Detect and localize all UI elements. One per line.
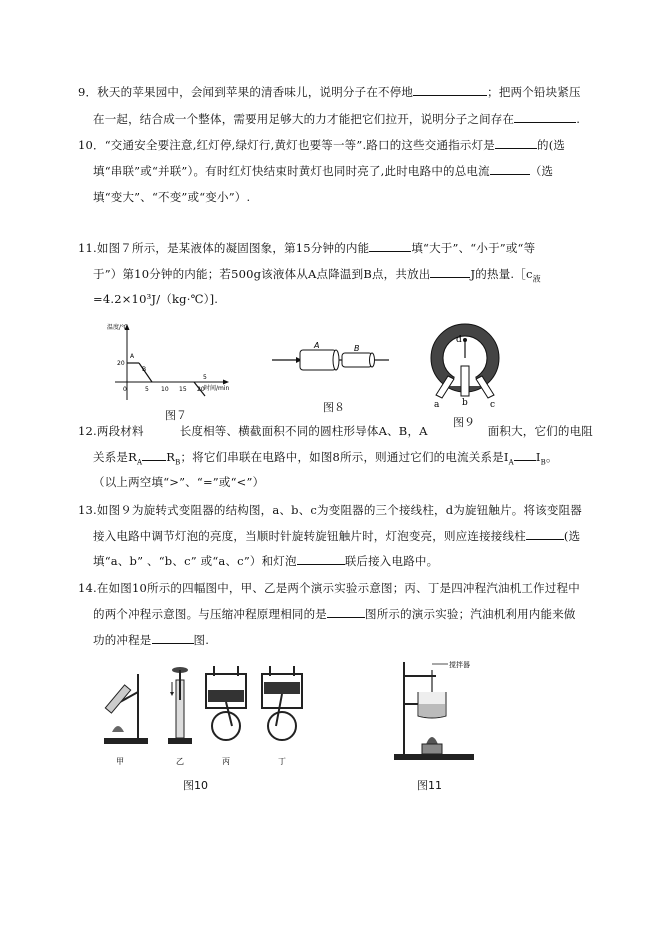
q12-blank-1[interactable] [142, 449, 166, 461]
fig7-x-arrow [223, 380, 229, 385]
q10-text-a: 10．“交通安全要注意,红灯停,绿灯行,黄灯也要等一等”.路口的这些交通指示灯是 [78, 138, 496, 152]
q10-line1 [78, 137, 565, 153]
fig9-caption: 图９ [453, 416, 475, 429]
q11-line3: =4.2×10³J/（kg·℃）]. [93, 292, 219, 306]
q12-sub-a2: A [508, 458, 514, 467]
fig9-label-c: c [490, 400, 496, 408]
q12-sub-a1: A [136, 458, 143, 467]
q10-text-c: 填“串联”或“并联”）。有时红灯快结束时黄灯也同时亮了,此时电路中的总电流 [93, 164, 490, 178]
q10-line3: 填“变大”、“不变”或“变小”）. [93, 190, 251, 204]
q14-blank-1[interactable] [327, 606, 365, 618]
q13-text-c: 填“a、b” 、“b、c” 或“a、c”）和灯泡 [93, 554, 297, 568]
q14-text-d: 图. [193, 633, 210, 647]
q12-line1 [78, 423, 593, 439]
q12-text-d: 关系是R [93, 450, 137, 464]
q11-blank-2[interactable] [430, 266, 470, 278]
fig10-jia [104, 674, 148, 766]
fig8-caption: 图８ [323, 401, 345, 414]
fig7-ylabel: 温度/℃ [107, 324, 128, 331]
q12-text-b: 长度相等、横截面积不同的圆柱形导体A、B，A [179, 424, 428, 438]
q14-blank-2[interactable] [152, 632, 194, 644]
q11-line1 [78, 240, 535, 256]
q12-blank-2[interactable] [514, 449, 536, 461]
q14-line2 [93, 606, 576, 622]
fig10-bing-piston [208, 690, 244, 702]
q11-text-b: 填“大于”、“小于”或“等 [411, 241, 536, 255]
q10-blank-2[interactable] [490, 163, 530, 175]
q12-line3: （以上两空填“>”、“=”或“<”） [93, 475, 265, 489]
fig9-terminal-b [461, 366, 469, 396]
fig7-ytick: 20 [117, 360, 125, 367]
q11-text-a: 11.如图７所示，是某液体的凝固图象，第15分钟的内能 [78, 241, 370, 255]
fig9-label-a: a [434, 400, 440, 408]
fig10-bing [206, 666, 246, 766]
fig7-neg-tick: 5 [203, 374, 207, 381]
q9-line1 [78, 84, 581, 100]
fig10-label-ding: 丁 [278, 757, 286, 766]
q13-blank-1[interactable] [526, 528, 564, 540]
fig8-conductors [270, 340, 390, 380]
fig7-xtick-15: 15 [179, 386, 187, 393]
fig7-point-a: A [130, 353, 135, 360]
q12-text-g: I [535, 450, 541, 464]
q13-line3 [93, 553, 438, 569]
fig11-liquid [419, 704, 445, 718]
fig10-label-jia: 甲 [116, 757, 124, 766]
fig7-xlabel: 时间/min [204, 385, 230, 392]
q14-text-b: 图所示的演示实验；汽油机利用内能来做 [365, 607, 576, 621]
q11-sub: 液 [532, 274, 541, 284]
fig11-lamp [422, 744, 442, 754]
fig8-label-a: A [314, 341, 320, 350]
q9-blank-2[interactable] [514, 111, 576, 123]
fig10-yi-base [168, 738, 192, 744]
fig10-bing-crank [212, 712, 240, 740]
q9-blank-1[interactable] [413, 84, 487, 96]
fig11-apparatus [392, 658, 492, 768]
q14-text-c: 功的冲程是 [93, 633, 152, 647]
q10-blank-1[interactable] [495, 137, 537, 149]
fig10-ding [262, 666, 302, 766]
q10-text-d: （选 [529, 164, 554, 178]
q14-text-a: 的两个冲程示意图。与压缩冲程原理相同的是 [93, 607, 327, 621]
fig10-yi-arrow-head [170, 692, 174, 696]
fig7-xtick-10: 10 [161, 386, 169, 393]
fig7-point-b: B [142, 366, 147, 373]
fig7-origin: 0 [123, 386, 127, 393]
fig10-ding-piston [264, 682, 300, 694]
fig10-caption: 图10 [183, 779, 208, 792]
fig10-label-yi: 乙 [176, 757, 184, 766]
q11-text-c: 于”）第10分钟的内能；若500g该液体从A点降温到B点，共放出 [93, 267, 431, 281]
fig7-xtick-20: 20 [197, 386, 205, 393]
q9-text-d: . [576, 112, 581, 126]
q13-text-a: 接入电路中调节灯泡的亮度，当顺时针旋转旋钮触片时，灯泡变亮，则应连接接线柱 [93, 529, 526, 543]
q9-text-c: 在一起，结合成一个整体，需要用足够大的力才能把它们拉开，说明分子之间存在 [93, 112, 515, 126]
q14-line1: 14.在如图10所示的四幅图中，甲、乙是两个演示实验示意图；丙、丁是四冲程汽油机工作过程中 [78, 581, 580, 595]
q12-sub-b2: B [540, 458, 546, 467]
q13-blank-2[interactable] [297, 553, 345, 565]
q9-text-a: 9．秋天的苹果园中，会闻到苹果的清香味儿，说明分子在不停地 [78, 85, 414, 99]
q12-text-c: 面积大，它们的电阻 [487, 424, 593, 438]
q12-text-h: 。 [545, 450, 558, 464]
q12-line2 [93, 449, 558, 470]
q11-line2 [93, 266, 541, 287]
fig9-label-d: d [456, 335, 462, 345]
q11-blank-1[interactable] [369, 240, 411, 252]
q13-text-b: (选 [563, 529, 581, 543]
fig11-base [394, 754, 474, 760]
fig10-jia-lamp [112, 726, 124, 732]
fig8-conductor-b-end [370, 353, 375, 367]
fig10-ding-crank [268, 712, 296, 740]
q10-text-b: 的(选 [537, 138, 566, 152]
q13-line1: 13.如图９为旋转式变阻器的结构图，a、b、c为变阻器的三个接线柱，d为旋钮触片。将该变阻器 [78, 503, 583, 517]
q12-text-e: R [166, 450, 176, 464]
q13-text-d: 联后接入电路中。 [344, 554, 439, 568]
fig8-conductor-a-end [333, 350, 339, 370]
q12-text-f: ；将它们串联在电路中，如图8所示，则通过它们的电流关系是I [180, 450, 509, 464]
fig10-jia-base [104, 738, 148, 744]
fig9-rheostat [420, 318, 510, 408]
fig11-stirrer-label: 搅拌器 [449, 661, 470, 669]
fig9-label-b: b [462, 398, 468, 408]
fig10-apparatus [100, 660, 310, 770]
q12-text-a: 12.两段材料 [78, 424, 144, 438]
fig10-label-bing: 丙 [222, 757, 230, 766]
q9-text-b: ；把两个铅块紧压 [487, 85, 581, 99]
fig7-xtick-5: 5 [145, 386, 149, 393]
q9-line2 [93, 111, 580, 127]
fig8-conductor-a [300, 350, 336, 370]
fig10-yi [168, 667, 192, 766]
fig8-conductor-b [342, 353, 372, 367]
fig9-slider-tip [463, 338, 467, 342]
fig8-label-b: B [354, 344, 360, 353]
q14-line3 [93, 632, 209, 648]
q12-sub-b1: B [175, 458, 181, 467]
fig7-caption: 图７ [165, 409, 187, 422]
fig11-caption: 图11 [417, 779, 442, 792]
q11-text-d: J的热量.［c [470, 267, 533, 281]
fig7-graph [105, 318, 230, 418]
q10-line2 [93, 163, 553, 179]
q13-line2 [93, 528, 580, 544]
